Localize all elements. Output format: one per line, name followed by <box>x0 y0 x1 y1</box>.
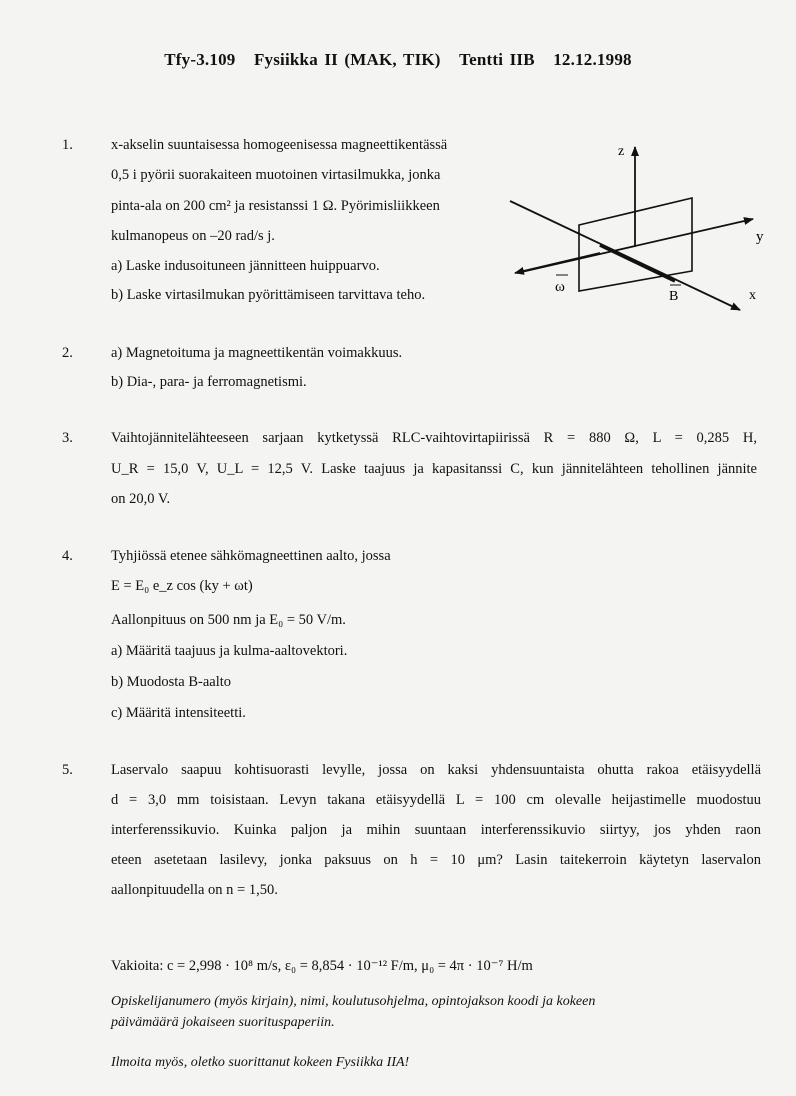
b-field-vector <box>600 245 675 281</box>
exam-header <box>0 50 796 70</box>
problem-text-line: U_R = 15,0 V, U_L = 12,5 V. Laske taajuus ja kapasitanssi C, kun jännitelähteen tehollinen jännite <box>111 461 757 477</box>
problem-part: a) Magnetoituma ja magneettikentän voimakkuus. <box>111 345 403 361</box>
problem-number: 2. <box>62 345 73 361</box>
problem-text-line: Laservalo saapuu kohtisuorasti levylle, jossa on kaksi yhdensuuntaista ohutta rakoa etäisyydellä <box>111 762 761 778</box>
problem-text-line: eteen asetetaan lasilevy, jonka paksuus on h = 10 μm? Lasin taitekerroin käytetyn laservalon <box>111 852 761 868</box>
problem-number: 5. <box>62 762 73 778</box>
problem-text-line: pinta-ala on 200 cm² ja resistanssi 1 Ω. Pyörimisliikkeen <box>111 198 440 214</box>
b-label: B <box>669 289 679 304</box>
problem-part: c) Määritä intensiteetti. <box>111 705 246 721</box>
problem-number: 1. <box>62 137 73 153</box>
problem-text-line: 0,5 i pyörii suorakaiteen muotoinen virtasilmukka, jonka <box>111 167 441 183</box>
coordinate-figure <box>505 135 785 315</box>
problem-number: 4. <box>62 548 73 564</box>
exam-date: 12.12.1998 <box>553 50 632 69</box>
course-code: Tfy-3.109 <box>164 50 236 69</box>
problem-text-line: on 20,0 V. <box>111 491 171 507</box>
problem-text-line: Tyhjiössä etenee sähkömagneettinen aalto, jossa <box>111 548 391 564</box>
exam-name: Tentti IIB <box>459 50 535 69</box>
problem-text-line: aallonpituudella on n = 1,50. <box>111 882 278 898</box>
problem-text-line: d = 3,0 mm toisistaan. Levyn takana etäisyydellä L = 100 cm olevalle heijastimelle muodostuu <box>111 792 761 808</box>
constants-line: Vakioita: c = 2,998 · 10⁸ m/s, ε₀ = 8,854 · 10⁻¹² F/m, μ₀ = 4π · 10⁻⁷ H/m <box>111 958 533 974</box>
instructions-line: päivämäärä jokaiseen suorituspaperiin. <box>111 1015 335 1030</box>
problem-text-line: interferenssikuvio. Kuinka paljon ja mihin suuntaan interferenssikuvio siirtyy, jos yhden raon <box>111 822 761 838</box>
problem-text-line: kulmanopeus on –20 rad/s j. <box>111 228 275 244</box>
problem-part: b) Laske virtasilmukan pyörittämiseen tarvittava teho. <box>111 287 426 303</box>
problem-part: b) Muodosta B-aalto <box>111 674 232 690</box>
y-label: y <box>756 229 764 245</box>
problem-part: a) Laske indusoituneen jännitteen huippuarvo. <box>111 258 380 274</box>
problem-text-line: Vaihtojännitelähteeseen sarjaan kytketyssä RLC-vaihtovirtapiirissä R = 880 Ω, L = 0,285 H, <box>111 430 757 446</box>
wave-equation: E = E₀ e_z cos (ky + ωt) <box>111 578 253 594</box>
omega-vector <box>515 253 600 273</box>
problem-number: 3. <box>62 430 73 446</box>
problem-text-line: Aallonpituus on 500 nm ja E₀ = 50 V/m. <box>111 612 346 628</box>
z-label: z <box>618 144 625 159</box>
fysiikka-iia-note: Ilmoita myös, oletko suorittanut kokeen Fysiikka IIA! <box>111 1055 410 1070</box>
x-label: x <box>749 288 756 303</box>
problem-part: a) Määritä taajuus ja kulma-aaltovektori. <box>111 643 348 659</box>
omega-label: ω <box>555 279 565 295</box>
instructions-line: Opiskelijanumero (myös kirjain), nimi, koulutusohjelma, opintojakson koodi ja kokeen <box>111 994 596 1009</box>
course-name: Fysiikka II (MAK, TIK) <box>253 50 441 69</box>
problem-text-line: x-akselin suuntaisessa homogeenisessa magneettikentässä <box>111 137 448 153</box>
problem-part: b) Dia-, para- ja ferromagnetismi. <box>111 374 307 390</box>
